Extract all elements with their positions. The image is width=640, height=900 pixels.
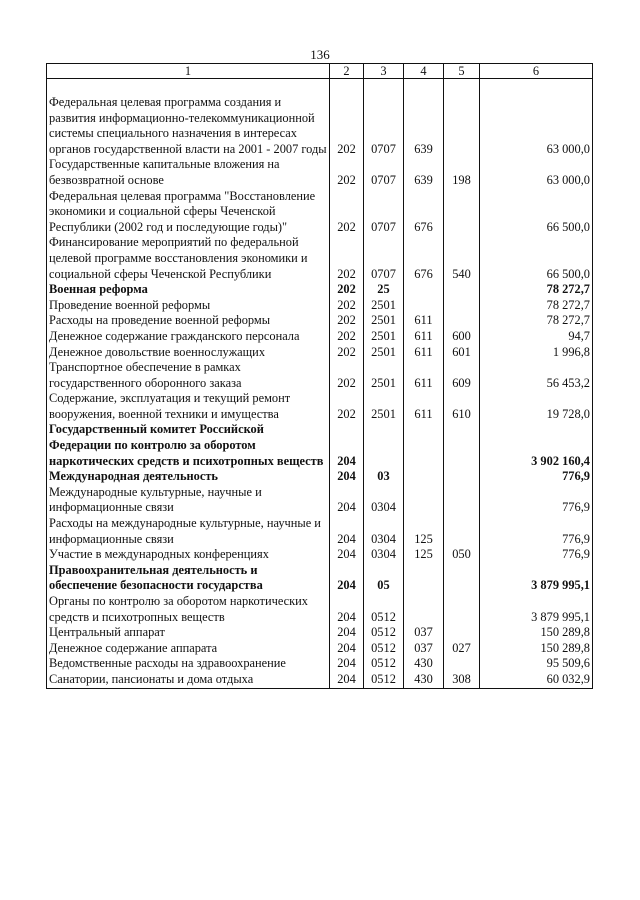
row-amount: 66 500,0: [480, 189, 593, 236]
row-amount: 776,9: [480, 516, 593, 547]
row-col4: 611: [404, 391, 444, 422]
row-amount: 95 509,6: [480, 656, 593, 672]
row-description: Федеральная целевая программа создания и развития информационно-телекоммуникационной системы специального назначения в интересах органов государственной власти на 2001 - 2007 годы: [47, 95, 330, 157]
spacer-row: [47, 79, 593, 96]
table-row: [47, 391, 593, 422]
table-row: [47, 95, 593, 157]
row-description: Военная реформа: [47, 282, 330, 298]
row-col2: 202: [330, 345, 364, 361]
row-amount: 56 453,2: [480, 360, 593, 391]
table-row: [47, 485, 593, 516]
table-row: [47, 235, 593, 282]
header-row: [47, 64, 593, 79]
col-header-5: 5: [444, 64, 480, 79]
page-number: 136: [310, 47, 330, 62]
row-description: Участие в международных конференциях: [47, 547, 330, 563]
col-header-4: 4: [404, 64, 444, 79]
row-amount: 78 272,7: [480, 313, 593, 329]
row-amount: 3 879 995,1: [480, 563, 593, 594]
col-header-3: 3: [364, 64, 404, 79]
row-amount: 776,9: [480, 547, 593, 563]
row-col3: 0512: [364, 625, 404, 641]
row-col4: 639: [404, 157, 444, 188]
row-col5: 050: [444, 547, 480, 563]
row-col3: 2501: [364, 298, 404, 314]
row-col5: [444, 282, 480, 298]
row-col5: [444, 298, 480, 314]
row-col3: 0707: [364, 95, 404, 157]
table-row: [47, 547, 593, 563]
row-col4: [404, 563, 444, 594]
row-amount: 3 902 160,4: [480, 422, 593, 469]
row-col2: 202: [330, 313, 364, 329]
table-row: [47, 157, 593, 188]
budget-table: [46, 63, 593, 689]
row-col3: 0512: [364, 656, 404, 672]
row-col3: 0707: [364, 157, 404, 188]
row-col5: 540: [444, 235, 480, 282]
row-col2: 204: [330, 625, 364, 641]
row-amount: 94,7: [480, 329, 593, 345]
row-col3: 2501: [364, 391, 404, 422]
row-col2: 202: [330, 282, 364, 298]
table-row: [47, 329, 593, 345]
table-row: [47, 345, 593, 361]
table-row: [47, 360, 593, 391]
col-header-2: 2: [330, 64, 364, 79]
row-col4: [404, 422, 444, 469]
row-col3: 0512: [364, 641, 404, 657]
row-col5: [444, 656, 480, 672]
row-col2: 202: [330, 189, 364, 236]
row-col5: [444, 485, 480, 516]
row-col2: 202: [330, 329, 364, 345]
row-col2: 202: [330, 360, 364, 391]
table-row: [47, 516, 593, 547]
table-row: [47, 656, 593, 672]
row-col4: [404, 469, 444, 485]
row-amount: 63 000,0: [480, 157, 593, 188]
row-col3: 0304: [364, 516, 404, 547]
row-col5: [444, 594, 480, 625]
row-col2: 204: [330, 485, 364, 516]
row-col2: 204: [330, 594, 364, 625]
row-col4: [404, 485, 444, 516]
row-col5: [444, 516, 480, 547]
row-amount: 1 996,8: [480, 345, 593, 361]
row-col5: [444, 625, 480, 641]
row-col2: 202: [330, 391, 364, 422]
row-col2: 202: [330, 157, 364, 188]
row-col3: 0707: [364, 235, 404, 282]
table-row: [47, 282, 593, 298]
row-col5: [444, 469, 480, 485]
table-row: [47, 298, 593, 314]
row-description: Центральный аппарат: [47, 625, 330, 641]
table-row: [47, 422, 593, 469]
table-row: [47, 641, 593, 657]
row-col2: 204: [330, 422, 364, 469]
row-col3: 2501: [364, 360, 404, 391]
table-row: [47, 563, 593, 594]
row-description: Денежное содержание гражданского персонала: [47, 329, 330, 345]
row-col4: 611: [404, 313, 444, 329]
row-col3: 0707: [364, 189, 404, 236]
row-col5: 601: [444, 345, 480, 361]
row-col2: 204: [330, 547, 364, 563]
table-row: [47, 625, 593, 641]
table-row: [47, 313, 593, 329]
row-col4: 037: [404, 641, 444, 657]
row-amount: 60 032,9: [480, 672, 593, 688]
row-col4: 639: [404, 95, 444, 157]
row-description: Транспортное обеспечение в рамках государственного оборонного заказа: [47, 360, 330, 391]
row-description: Содержание, эксплуатация и текущий ремонт вооружения, военной техники и имущества: [47, 391, 330, 422]
row-description: Правоохранительная деятельность и обеспечение безопасности государства: [47, 563, 330, 594]
row-col4: 611: [404, 360, 444, 391]
row-description: Государственный комитет Российской Федерации по контролю за оборотом наркотических средств и психотропных веществ: [47, 422, 330, 469]
row-col4: 611: [404, 329, 444, 345]
row-col3: 0512: [364, 672, 404, 688]
row-description: Государственные капитальные вложения на безвозвратной основе: [47, 157, 330, 188]
row-description: Международные культурные, научные и информационные связи: [47, 485, 330, 516]
row-col4: 125: [404, 516, 444, 547]
table-body: [47, 79, 593, 689]
row-col2: 204: [330, 641, 364, 657]
row-description: Денежное довольствие военнослужащих: [47, 345, 330, 361]
row-description: Ведомственные расходы на здравоохранение: [47, 656, 330, 672]
row-amount: 776,9: [480, 485, 593, 516]
row-col3: 05: [364, 563, 404, 594]
row-col5: [444, 313, 480, 329]
row-col2: 202: [330, 235, 364, 282]
row-col4: 611: [404, 345, 444, 361]
row-col3: 2501: [364, 313, 404, 329]
row-description: Органы по контролю за оборотом наркотических средств и психотропных веществ: [47, 594, 330, 625]
table-row: [47, 469, 593, 485]
row-col5: [444, 422, 480, 469]
row-col4: [404, 282, 444, 298]
row-col2: 204: [330, 672, 364, 688]
row-amount: 63 000,0: [480, 95, 593, 157]
row-description: Международная деятельность: [47, 469, 330, 485]
table-row: [47, 672, 593, 688]
row-col5: 609: [444, 360, 480, 391]
row-col2: 204: [330, 656, 364, 672]
row-col4: [404, 594, 444, 625]
row-col4: 037: [404, 625, 444, 641]
row-col3: 2501: [364, 345, 404, 361]
row-amount: 78 272,7: [480, 282, 593, 298]
row-col4: 676: [404, 189, 444, 236]
row-col2: 204: [330, 469, 364, 485]
row-col5: 610: [444, 391, 480, 422]
table-row: [47, 594, 593, 625]
row-col4: 676: [404, 235, 444, 282]
row-col4: 125: [404, 547, 444, 563]
budget-table-container: [46, 63, 592, 689]
col-header-1: 1: [47, 64, 330, 79]
row-description: Расходы на международные культурные, научные и информационные связи: [47, 516, 330, 547]
row-description: Федеральная целевая программа "Восстановление экономики и социальной сферы Чеченской Республики (2002 год и последующие годы)": [47, 189, 330, 236]
row-amount: 66 500,0: [480, 235, 593, 282]
row-description: Расходы на проведение военной реформы: [47, 313, 330, 329]
row-col5: 308: [444, 672, 480, 688]
row-amount: 3 879 995,1: [480, 594, 593, 625]
row-amount: 150 289,8: [480, 625, 593, 641]
row-col3: [364, 422, 404, 469]
row-col4: 430: [404, 672, 444, 688]
row-col5: [444, 563, 480, 594]
row-col3: 0304: [364, 547, 404, 563]
row-description: Финансирование мероприятий по федеральной целевой программе восстановления экономики и социальной сферы Чеченской Республики: [47, 235, 330, 282]
row-col3: 2501: [364, 329, 404, 345]
row-col5: 198: [444, 157, 480, 188]
row-col5: [444, 189, 480, 236]
row-col5: [444, 95, 480, 157]
row-col5: 027: [444, 641, 480, 657]
col-header-6: 6: [480, 64, 593, 79]
row-description: Санатории, пансионаты и дома отдыха: [47, 672, 330, 688]
row-amount: 150 289,8: [480, 641, 593, 657]
row-col3: 25: [364, 282, 404, 298]
row-col3: 0304: [364, 485, 404, 516]
row-col2: 204: [330, 563, 364, 594]
row-amount: 78 272,7: [480, 298, 593, 314]
row-col3: 03: [364, 469, 404, 485]
row-col3: 0512: [364, 594, 404, 625]
row-col4: 430: [404, 656, 444, 672]
row-amount: 19 728,0: [480, 391, 593, 422]
row-amount: 776,9: [480, 469, 593, 485]
row-col4: [404, 298, 444, 314]
row-col2: 204: [330, 516, 364, 547]
table-row: [47, 189, 593, 236]
row-col5: 600: [444, 329, 480, 345]
row-description: Денежное содержание аппарата: [47, 641, 330, 657]
row-col2: 202: [330, 95, 364, 157]
row-description: Проведение военной реформы: [47, 298, 330, 314]
row-col2: 202: [330, 298, 364, 314]
